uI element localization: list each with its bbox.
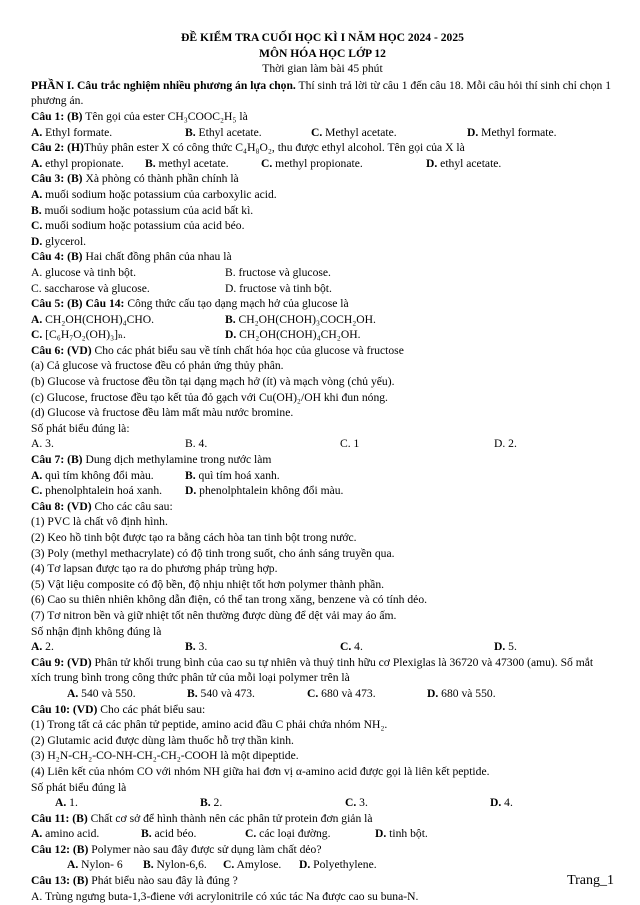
option: A. 540 và 550. xyxy=(67,686,136,700)
option: A. Nylon- 6 xyxy=(67,858,123,872)
option: D. Methyl formate. xyxy=(467,125,557,139)
statement: (7) Tơ nitron bền và giữ nhiệt tốt nên thường được dùng để dệt vải may áo ấm. xyxy=(31,608,397,622)
question-13: Câu 13: (B) Phát biểu nào sau đây là đúng ? xyxy=(31,874,238,888)
question-6: Câu 6: (VD) Cho các phát biểu sau về tính chất hóa học của glucose và fructose xyxy=(31,343,404,357)
option: A. CH₂OH(CHOH)₄CHO. xyxy=(31,312,155,326)
q4-options-row1 xyxy=(31,265,614,281)
statement: (2) Glutamic acid được dùng làm thuốc hỗ trợ thần kinh. xyxy=(31,733,294,747)
q9-options xyxy=(31,686,614,702)
option: D. ethyl acetate. xyxy=(426,156,502,170)
option: C. muối sodium hoặc potassium của acid béo. xyxy=(31,219,245,233)
question-12: Câu 12: (B) Polymer nào sau đây được sử dụng làm chất dẻo? xyxy=(31,842,322,856)
option: C. methyl propionate. xyxy=(261,156,363,170)
exam-subject: MÔN HÓA HỌC LỚP 12 xyxy=(259,46,386,60)
question-prompt: Số nhận định không đúng là xyxy=(31,624,162,638)
question-4: Câu 4: (B) Hai chất đồng phân của nhau là xyxy=(31,250,232,264)
option: D. Polyethylene. xyxy=(299,858,377,872)
option: C. Methyl acetate. xyxy=(311,125,397,139)
statement: (a) Cả glucose và fructose đều có phản ứng thủy phân. xyxy=(31,359,284,373)
question-5: Câu 5: (B) Câu 14: Công thức cấu tạo dạng mạch hở của glucose là xyxy=(31,297,349,311)
statement: (4) Tơ lapsan được tạo ra do phương pháp trùng hợp. xyxy=(31,562,278,576)
question-9: Câu 9: (VD) Phân tử khối trung bình của cao su tự nhiên và thuỷ tinh hữu cơ Plexiglas là 36720 và 47300 (amu). Số mắt xích trung bình trong công thức phân tử của mỗi loại polymer trên là xyxy=(31,655,594,685)
option: D. 2. xyxy=(494,437,517,451)
option: D. glycerol. xyxy=(31,234,87,248)
statement: (6) Cao su thiên nhiên không dẫn điện, có thể tan trong xăng, benzene và có tính dẻo. xyxy=(31,593,428,607)
q4-options-row2 xyxy=(31,281,614,297)
exam-title: ĐỀ KIỂM TRA CUỐI HỌC KÌ I NĂM HỌC 2024 - 2025 xyxy=(181,31,464,44)
statement: (5) Vật liệu composite có độ bền, độ nhịu nhiệt tốt hơn polymer thành phần. xyxy=(31,577,385,591)
option: C. 3. xyxy=(345,796,368,810)
option: D. fructose và tinh bột. xyxy=(225,281,332,295)
option: C. 1 xyxy=(340,437,360,451)
option: C. Amylose. xyxy=(223,858,282,872)
statement: (b) Glucose và fructose đều tồn tại dạng mạch hở (ít) và mạch vòng (chủ yếu). xyxy=(31,375,395,389)
q5-options-row2 xyxy=(31,327,614,343)
option: B. 4. xyxy=(185,437,208,451)
option: A. 1. xyxy=(55,796,78,810)
question-11: Câu 11: (B) Chất cơ sở để hình thành nên các phân tử protein đơn giản là xyxy=(31,811,373,825)
statement: (2) Keo hồ tinh bột được tạo ra bằng cách hòa tan tinh bột trong nước. xyxy=(31,531,357,544)
option: B. 3. xyxy=(185,640,208,654)
option: A. ethyl propionate. xyxy=(31,156,124,170)
option: C. phenolphtalein hoá xanh. xyxy=(31,484,163,498)
q1-options xyxy=(31,125,614,141)
statement: (3) Poly (methyl methacrylate) có độ tinh trong suốt, cho ánh sáng truyền qua. xyxy=(31,546,395,560)
q6-options xyxy=(31,436,614,452)
question-3: Câu 3: (B) Xà phòng có thành phần chính là xyxy=(31,172,239,186)
q7-options-row1 xyxy=(31,468,614,484)
option: B. acid béo. xyxy=(141,827,197,841)
option: B. muối sodium hoặc potassium của acid bất kì. xyxy=(31,203,254,217)
part1-instruction: Thí sinh trả lời từ câu 1 đến câu 18. Mỗi câu hỏi thí sinh chỉ chọn 1 phương án. xyxy=(31,78,612,108)
q7-options-row2 xyxy=(31,483,614,499)
question-prompt: Số phát biểu đúng là xyxy=(31,780,127,794)
statement: (c) Glucose, fructose đều tạo kết tủa đỏ gạch với Cu(OH)₂/OH khi đun nóng. xyxy=(31,390,388,404)
option: C. saccharose và glucose. xyxy=(31,281,150,295)
option: A. Ethyl formate. xyxy=(31,125,113,139)
option: A. amino acid. xyxy=(31,827,100,841)
question-8: Câu 8: (VD) Cho các câu sau: xyxy=(31,499,173,513)
option: D. 680 và 550. xyxy=(427,686,496,700)
option: B. quì tím hoá xanh. xyxy=(185,468,280,482)
option: D. 4. xyxy=(490,796,513,810)
option: C. các loại đường. xyxy=(245,827,331,841)
option: B. Nylon-6,6. xyxy=(143,858,207,872)
statement: (4) Liên kết của nhóm CO với nhóm NH giữa hai đơn vị α-amino acid được gọi là liên kết peptide. xyxy=(31,764,490,778)
option: A. 2. xyxy=(31,640,54,654)
statement: (1) PVC là chất vô định hình. xyxy=(31,515,168,529)
option: B. fructose và glucose. xyxy=(225,265,331,279)
option: A. quì tím không đổi màu. xyxy=(31,468,154,482)
option: D. 5. xyxy=(494,640,517,654)
option: A. glucose và tinh bột. xyxy=(31,265,136,279)
q5-options-row1 xyxy=(31,312,614,328)
q12-options xyxy=(31,857,614,873)
question-2: Câu 2: (H)Thủy phân ester X có công thức C₄H₈O₂, thu được ethyl alcohol. Tên gọi của X là xyxy=(31,141,465,155)
option: B. CH₂OH(CHOH)₃COCH₂OH. xyxy=(225,312,376,326)
exam-header xyxy=(31,30,614,77)
option: D. phenolphtalein không đổi màu. xyxy=(185,484,344,498)
option: B. methyl acetate. xyxy=(145,156,229,170)
question-10: Câu 10: (VD) Cho các phát biểu sau: xyxy=(31,702,206,716)
statement: (3) H₂N-CH₂-CO-NH-CH₂-CH₂-COOH là một dipeptide. xyxy=(31,749,299,763)
part1-heading xyxy=(31,78,614,109)
option: A. 3. xyxy=(31,437,54,451)
q10-options xyxy=(31,795,614,811)
exam-time: Thời gian làm bài 45 phút xyxy=(262,62,383,76)
option: C. 4. xyxy=(340,640,363,654)
option: A. muối sodium hoặc potassium của carboxylic acid. xyxy=(31,187,277,201)
question-7: Câu 7: (B) Dung dịch methylamine trong nước làm xyxy=(31,453,272,467)
option: C. 680 và 473. xyxy=(307,686,376,700)
question-prompt: Số phát biểu đúng là: xyxy=(31,421,130,435)
option: C. [C₆H₇O₂(OH)₃]ₙ. xyxy=(31,328,126,342)
option: D. CH₂OH(CHOH)₄CH₂OH. xyxy=(225,328,361,342)
option: B. Ethyl acetate. xyxy=(185,125,262,139)
statement: (1) Trong tất cả các phân tử peptide, amino acid đầu C phải chứa nhóm NH₂. xyxy=(31,718,388,732)
q8-options xyxy=(31,639,614,655)
option: B. 540 và 473. xyxy=(187,686,255,700)
statement: (d) Glucose và fructose đều làm mất màu nước bromine. xyxy=(31,406,294,420)
option: D. tinh bột. xyxy=(375,827,428,841)
page-number: Trang_1 xyxy=(567,873,614,889)
question-1: Câu 1: (B) Tên gọi của ester CH₃COOC₂H₅ là xyxy=(31,109,248,123)
q2-options xyxy=(31,156,614,172)
part1-label: PHẦN I. Câu trắc nghiệm nhiều phương án lựa chọn. xyxy=(31,78,296,92)
option: B. 2. xyxy=(200,796,223,810)
option: A. Trùng ngưng buta-1,3-điene với acrylonitrile có xúc tác Na được cao su buna-N. xyxy=(31,889,419,903)
q11-options xyxy=(31,826,614,842)
